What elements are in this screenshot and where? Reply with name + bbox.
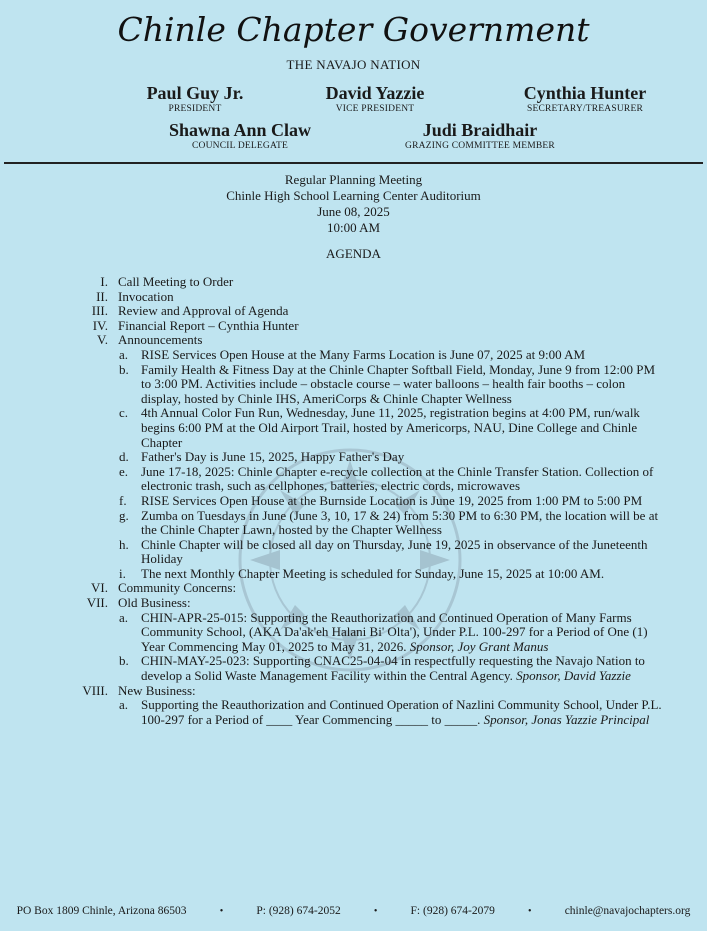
official-role: SECRETARY/TREASURER: [526, 104, 643, 114]
agenda-subitem: [119, 697, 668, 727]
agenda-subitem-text: CHIN-MAY-25-023: Supporting CNAC25-04-04 in respectfully requesting the Navajo Nation to develop a Solid Waste Management Facility within the Central Agency.: [141, 653, 645, 684]
agenda-subitem: [119, 653, 668, 684]
agenda-subitem: [119, 536, 668, 567]
agenda-sponsor: Sponsor, Joy Grant Manus: [409, 638, 549, 654]
bullet-icon: •: [219, 905, 224, 917]
agenda-item: [91, 580, 673, 596]
agenda-heading: AGENDA: [326, 246, 381, 261]
official-name: Shawna Ann Claw: [168, 120, 312, 140]
agenda-subitem-text: RISE Services Open House at the Many Farms Location is June 07, 2025 at 9:00 AM: [141, 346, 586, 362]
agenda-item-number: III.: [91, 303, 108, 319]
agenda-item-number: VIII.: [82, 682, 108, 698]
agenda-subitem-text: Supporting the Reauthorization and Continued Operation of Nazlini Community School, Under P.L. 100-297 for a Period of ____ Year Commencing _____ to _____.: [141, 697, 662, 727]
meeting-location: Chinle High School Learning Center Auditorium: [226, 188, 481, 203]
official-role: COUNCIL DELEGATE: [192, 141, 288, 151]
agenda-item-text: Call Meeting to Order: [118, 274, 234, 289]
agenda-subitem: [119, 361, 668, 407]
agenda-subitem-text: Family Health & Fitness Day at the Chinle Chapter Softball Field, Monday, June 9 from 12:00 PM to 3:00 PM. Activities include – obstacle course – water balloons – health fair booths – colon display, hosted by Chinle IHS, AmeriCorps & Chinle Chapter Wellness: [141, 361, 656, 406]
agenda-subitem-text: 4th Annual Color Fun Run, Wednesday, June 11, 2025, registration begins at 4:00 PM, run/walk begins 6:00 PM at the Old Airport Trail, hosted by Americorps, NAU, Dine College and Chinle Chapter: [141, 405, 640, 450]
agenda-item-text: Financial Report – Cynthia Hunter: [118, 317, 299, 333]
agenda-item: [100, 274, 673, 290]
footer-fax: F: (928) 674-2079: [410, 905, 495, 917]
meeting-info: [0, 172, 707, 236]
agenda-item: [97, 332, 673, 348]
agenda-subitem-letter: f.: [119, 492, 127, 508]
agenda-item-text: Announcements: [118, 332, 203, 348]
bullet-icon: •: [528, 905, 532, 917]
agenda-item-number: V.: [97, 332, 108, 348]
agenda-item: [91, 303, 673, 319]
agenda-subitem-letter: a.: [119, 697, 129, 713]
agenda-subitem-text: Zumba on Tuesdays in June (June 3, 10, 17 & 24) from 5:30 PM to 6:30 PM, the location will be at the Chinle Chapter Lawn, hosted by the Chapter Wellness: [141, 507, 659, 538]
agenda-item: [82, 682, 673, 699]
footer-email[interactable]: chinle@navajochapters.org: [564, 905, 691, 917]
agenda-subitem-letter: d.: [119, 449, 129, 465]
agenda-item-number: VI.: [91, 580, 108, 596]
footer-phone: P: (928) 674-2052: [256, 905, 341, 917]
agenda-item-text: Old Business:: [118, 595, 191, 611]
agenda-subitem: [119, 346, 668, 363]
agenda-subitem: [119, 463, 668, 494]
agenda-subitem-text: June 17-18, 2025: Chinle Chapter e-recycle collection at the Chinle Transfer Station. Collection of electronic trash, such as cellphones, batteries, electric cords, microwaves: [141, 463, 654, 494]
agenda-item-number: II.: [96, 288, 108, 304]
agenda-list: [0, 275, 707, 727]
agenda-item-number: I.: [100, 274, 108, 289]
official-secretary-treasurer: [500, 83, 670, 115]
official-name: Cynthia Hunter: [523, 83, 647, 103]
official-name: David Yazzie: [325, 83, 425, 103]
agenda-subitem-letter: e.: [119, 463, 129, 479]
agenda-sponsor: Sponsor, Jonas Yazzie Principal: [483, 711, 650, 727]
official-name: Paul Guy Jr.: [146, 83, 244, 103]
agenda-subitem-letter: a.: [119, 609, 129, 625]
official-council-delegate: [150, 120, 330, 152]
page-title: Chinle Chapter Government: [117, 10, 590, 49]
official-role: GRAZING COMMITTEE MEMBER: [405, 141, 555, 151]
footer: [0, 905, 707, 917]
official-name: Judi Braidhair: [422, 120, 538, 140]
official-president: [120, 83, 270, 115]
agenda-subitem: [119, 492, 668, 509]
agenda-item: [96, 288, 673, 305]
agenda-subitem: [119, 609, 668, 655]
footer-address: PO Box 1809 Chinle, Arizona 86503: [16, 905, 187, 917]
agenda-subitem: [119, 449, 668, 465]
agenda-subitem-text: Chinle Chapter will be closed all day on Thursday, June 19, 2025 in observance of the Juneteenth Holiday: [141, 536, 648, 567]
nation-subtitle: THE NAVAJO NATION: [286, 57, 421, 72]
agenda-item-number: IV.: [92, 317, 108, 333]
agenda-subitem: [119, 405, 668, 450]
agenda-subitem-text: The next Monthly Chapter Meeting is scheduled for Sunday, June 15, 2025 at 10:00 AM.: [141, 565, 605, 581]
agenda-subitem-letter: h.: [119, 536, 129, 552]
agenda-subitem-letter: a.: [119, 346, 129, 362]
agenda-item: [86, 595, 673, 611]
agenda-subitem: [119, 507, 668, 538]
agenda-subitem-text: RISE Services Open House at the Burnside Location is June 19, 2025 from 1:00 PM to 5:00 PM: [141, 492, 643, 508]
agenda-subitem-letter: c.: [119, 405, 129, 421]
agenda-item: [92, 317, 673, 334]
official-role: VICE PRESIDENT: [335, 104, 415, 114]
agenda-item-text: New Business:: [118, 682, 196, 698]
agenda-subitem-letter: b.: [119, 361, 129, 377]
agenda-item-text: Review and Approval of Agenda: [118, 303, 289, 319]
official-grazing-committee: [390, 120, 570, 152]
agenda-item-text: Community Concerns:: [118, 580, 237, 596]
meeting-time: 10:00 AM: [326, 220, 381, 235]
agenda-subitem-letter: g.: [119, 507, 129, 523]
official-vice-president: [300, 83, 450, 115]
official-role: PRESIDENT: [168, 104, 222, 114]
header-divider: [4, 162, 703, 164]
agenda-subitem-letter: b.: [119, 653, 129, 669]
meeting-type: Regular Planning Meeting: [284, 172, 423, 187]
agenda-item-number: VII.: [86, 595, 108, 611]
agenda-sponsor: Sponsor, David Yazzie: [516, 668, 631, 684]
agenda-subitem-text: CHIN-APR-25-015: Supporting the Reauthorization and Continued Operation of Many Farms Community School, (AKA Da'ak'eh Halani Bi' Olta'), Under P.L. 100-297 for a Period of One (1) Year Commencing May 01, 2025 to May 31, 2026.: [141, 609, 648, 654]
agenda-subitem-text: Father's Day is June 15, 2025, Happy Father's Day: [141, 449, 405, 465]
meeting-date: June 08, 2025: [317, 204, 390, 219]
agenda-subitem: [119, 565, 668, 582]
agenda-subitem-letter: i.: [119, 565, 126, 581]
bullet-icon: •: [373, 905, 378, 917]
agenda-item-text: Invocation: [118, 288, 174, 304]
